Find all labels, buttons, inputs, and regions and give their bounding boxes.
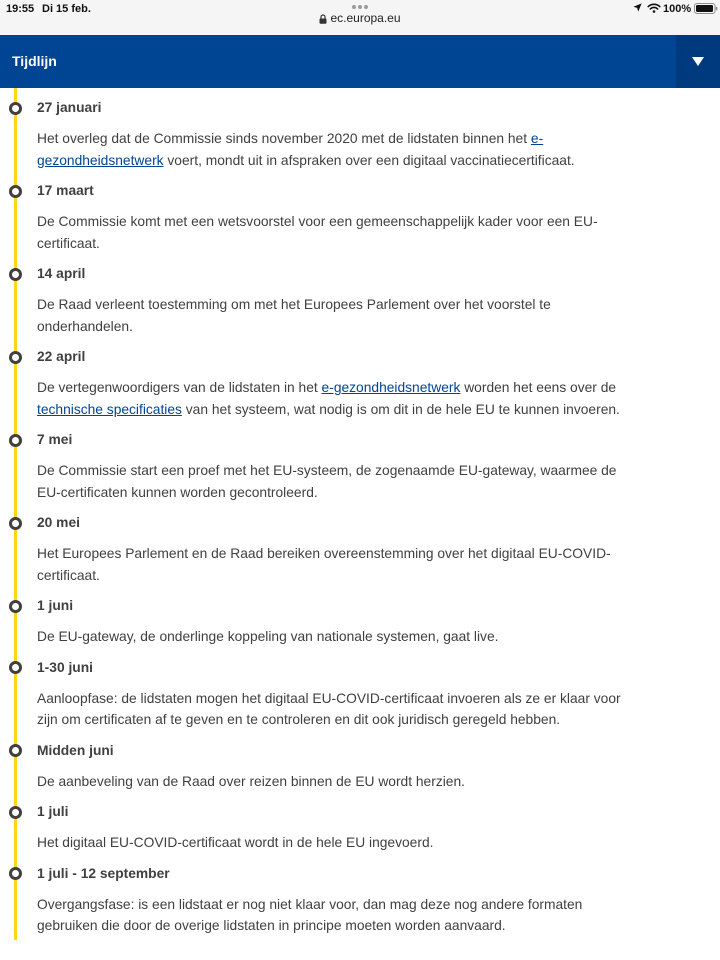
timeline-item-text [37, 128, 633, 171]
timeline-dot [9, 806, 22, 819]
timeline-dot [9, 102, 22, 115]
address-bar[interactable] [290, 11, 430, 26]
timeline-date: 1 juli [37, 804, 69, 819]
text-segment: worden het eens over de [460, 380, 617, 395]
timeline-item [0, 97, 633, 171]
timeline-item [0, 863, 633, 937]
more-dots-icon[interactable] [352, 5, 368, 9]
status-date: Di 15 feb. [42, 3, 91, 15]
text-segment: De vertegenwoordigers van de lidstaten in het [37, 380, 322, 395]
timeline-dot [9, 185, 22, 198]
lock-icon [319, 14, 327, 24]
timeline-date: 1 juli - 12 september [37, 865, 170, 881]
status-time: 19:55 [6, 3, 35, 15]
wifi-icon [647, 3, 661, 13]
timeline-item-text: De EU-gateway, de onderlinge koppeling van nationale systemen, gaat live. [37, 629, 499, 644]
timeline-item [0, 512, 633, 586]
timeline-dot [9, 268, 22, 281]
timeline-date: 17 maart [37, 183, 94, 198]
timeline-item-text: De Raad verleent toestemming om met het Europees Parlement over het voorstel te onderhandelen. [37, 297, 551, 334]
url-text: ec.europa.eu [330, 11, 401, 25]
status-bar [0, 0, 720, 35]
technische-specificaties-link[interactable]: technische specificaties [37, 401, 182, 417]
timeline-date: 1 juni [37, 598, 74, 613]
timeline-item [0, 429, 633, 503]
timeline-dot [9, 600, 22, 613]
timeline-date: 27 januari [37, 100, 102, 115]
timeline-item [0, 180, 633, 254]
location-arrow-icon [633, 3, 642, 12]
timeline-item-text: De aanbeveling van de Raad over reizen binnen de EU wordt herzien. [37, 773, 465, 789]
timeline-date: 1-30 juni [37, 659, 93, 675]
battery-percentage: 100% [663, 3, 692, 15]
timeline-dot [9, 517, 22, 530]
timeline-dot [9, 351, 22, 364]
timeline-date: 20 mei [37, 515, 80, 530]
timeline-item-text: De Commissie komt met een wetsvoorstel voor een gemeenschappelijk kader voor een EU-certificaat. [37, 214, 598, 251]
timeline-date: Midden juni [37, 742, 114, 758]
timeline-item-text: Overgangsfase: is een lidstaat er nog niet klaar voor, dan mag deze nog andere formaten gebruiken die door de overige lidstaten in principe moeten worden aanvaard. [37, 896, 583, 933]
timeline-dot [9, 661, 22, 674]
e-gezondheidsnetwerk-link[interactable]: e-gezondheidsnetwerk [37, 131, 544, 168]
timeline-item-text: Het Europees Parlement en de Raad bereiken overeenstemming over het digitaal EU-COVID-certificaat. [37, 546, 611, 583]
timeline-item-text [37, 377, 633, 420]
timeline-item-text: Het digitaal EU-COVID-certificaat wordt in de hele EU ingevoerd. [37, 835, 434, 850]
text-segment: van het systeem, wat nodig is om dit in de hele EU te kunnen invoeren. [181, 401, 620, 417]
accordion-header[interactable] [0, 35, 720, 88]
timeline-dot [9, 434, 22, 447]
triangle-down-icon [692, 57, 704, 66]
timeline-item [0, 263, 633, 337]
timeline-item [0, 657, 633, 731]
text-segment: Het overleg dat de Commissie sinds november 2020 met de lidstaten binnen het [37, 131, 531, 146]
dot [364, 5, 368, 9]
timeline-item [0, 740, 633, 793]
timeline-dot [9, 744, 22, 757]
timeline-date: 14 april [37, 266, 86, 281]
timeline-date: 7 mei [37, 432, 73, 447]
timeline-item [0, 346, 633, 420]
timeline-item [0, 801, 633, 854]
e-gezondheidsnetwerk-link[interactable]: e-gezondheidsnetwerk [321, 380, 461, 395]
timeline-dot [9, 867, 22, 880]
accordion-title: Tijdlijn [12, 53, 57, 69]
dot [358, 5, 362, 9]
text-segment: voert, mondt uit in afspraken over een digitaal vaccinatiecertificaat. [163, 152, 575, 168]
timeline-date: 22 april [37, 349, 86, 364]
timeline-item-text: De Commissie start een proef met het EU-systeem, de zogenaamde EU-gateway, waarmee de EU-certificaten kunnen worden gecontroleerd. [37, 463, 617, 500]
accordion-toggle-button[interactable] [676, 35, 720, 88]
timeline [0, 88, 720, 946]
timeline-item-text: Aanloopfase: de lidstaten mogen het digitaal EU-COVID-certificaat invoeren als ze er klaar voor zijn om certificaten af te geven en te controleren en dit ook juridisch geregeld hebben. [37, 690, 621, 727]
battery-icon [694, 3, 718, 14]
timeline-item [0, 595, 633, 648]
dot [352, 5, 356, 9]
